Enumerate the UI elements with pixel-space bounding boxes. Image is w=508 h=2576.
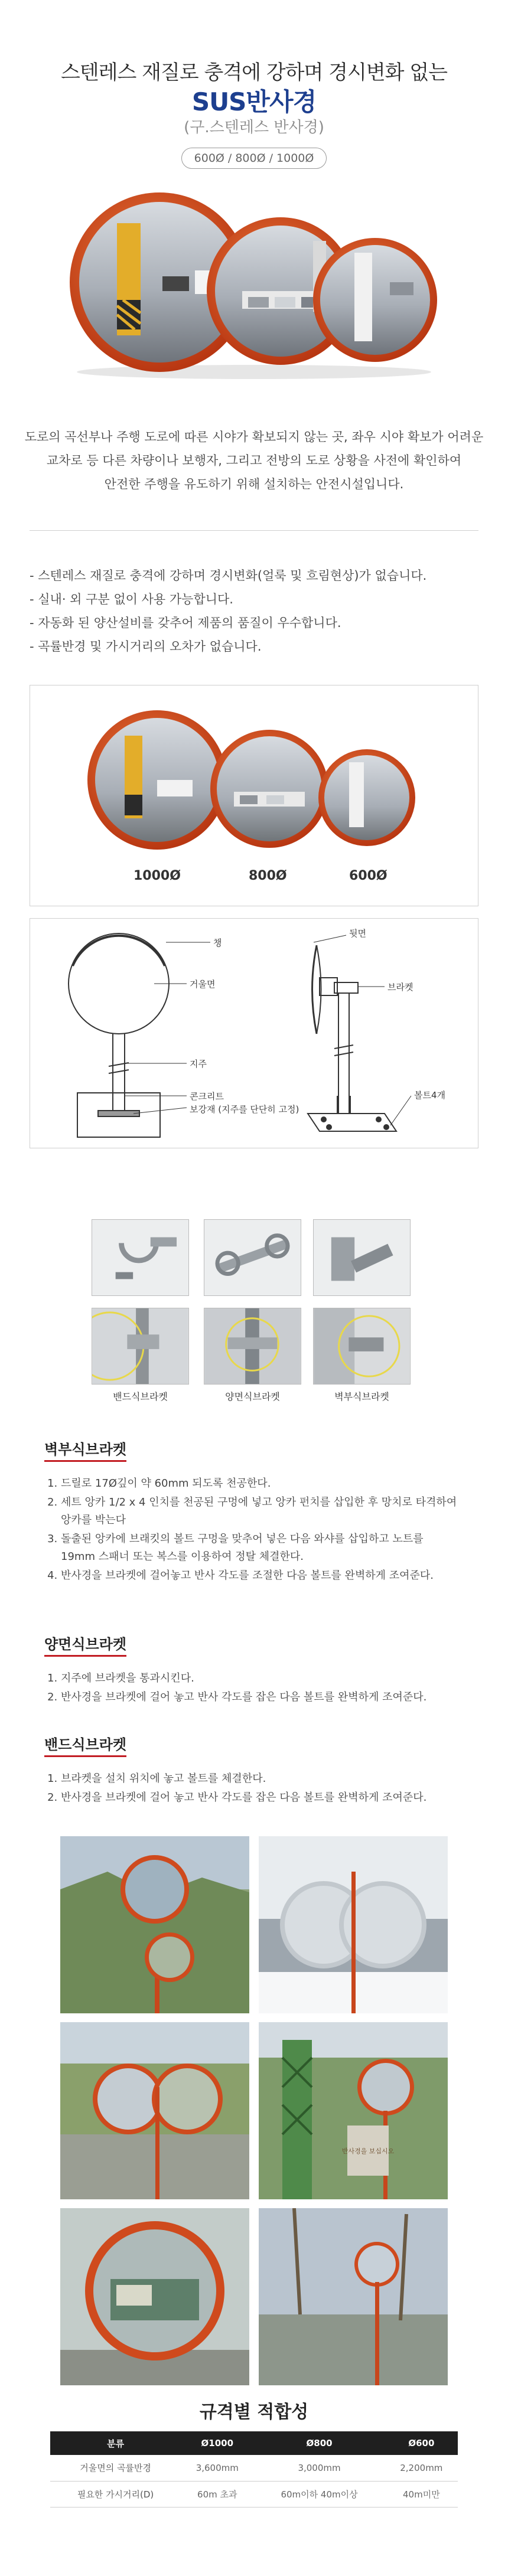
label-reinforce: 보강재 (지주를 단단히 고정) (190, 1104, 299, 1115)
intro-text (24, 425, 484, 496)
divider (30, 530, 478, 531)
instructions-wall-bracket (44, 1438, 458, 1586)
mirror-600 (318, 749, 415, 846)
wall-bracket-part-photo (313, 1219, 411, 1296)
band-bracket-part-photo (92, 1219, 189, 1296)
instruction-title: 벽부식브라켓 (44, 1438, 126, 1462)
mirror-800 (210, 730, 328, 848)
band-bracket-label: 밴드식브라켓 (113, 1391, 168, 1402)
diagram-mirror-side (312, 945, 317, 1034)
instruction-step: 1. 드릴로 17Ø깊이 약 60mm 되도록 천공한다. (61, 1475, 458, 1493)
spec-header-cell: Ø600 (385, 2431, 458, 2455)
intro-line: 안전한 주행을 유도하기 위해 설치하는 안전시설입니다. (104, 477, 404, 491)
page-header (0, 0, 508, 177)
label-back: 뒷면 (349, 928, 366, 939)
page-title: SUS반사경 (191, 87, 317, 116)
spec-cell: 2,200mm (385, 2455, 458, 2481)
spec-cell: 3,600mm (181, 2455, 253, 2481)
page-subtitle: 스텐레스 재질로 충격에 강하며 경시변화 없는 (60, 61, 448, 84)
label-concrete: 콘크리트 (190, 1091, 224, 1102)
diagram-pole (113, 1034, 125, 1114)
wall-bracket-label: 벽부식브라켓 (334, 1391, 389, 1402)
size-label-1000: 1000Ø (133, 869, 181, 883)
instruction-step: 4. 반사경을 브라켓에 걸어놓고 반사 각도를 조절한 다음 볼트를 완벽하게 조여준다. (61, 1567, 458, 1585)
feature-item: - 곡률반경 및 가시거리의 오차가 없습니다. (30, 639, 262, 654)
size-comparison-image (30, 685, 479, 869)
wall-bracket-installed-photo (313, 1308, 411, 1385)
label-pole: 지주 (190, 1059, 207, 1069)
double-bracket-installed-photo (204, 1308, 301, 1385)
instruction-step: 1. 지주에 브라켓을 통과시킨다. (61, 1670, 458, 1687)
spec-table-title: 규격별 적합성 (199, 2402, 309, 2422)
spec-cell: 60m이하 40m이상 (253, 2481, 385, 2507)
label-mirror: 거울면 (190, 979, 216, 990)
spec-header-cell: Ø1000 (181, 2431, 253, 2455)
spec-row-label: 필요한 가시거리(D) (50, 2481, 181, 2507)
band-bracket-installed-photo (92, 1308, 189, 1385)
diagram-base-plate (308, 1114, 396, 1131)
feature-item: - 스텐레스 재질로 충격에 강하며 경시변화(얼룩 및 흐림현상)가 없습니다. (30, 569, 427, 583)
spec-cell: 3,000mm (253, 2455, 385, 2481)
former-name: (구.스텐레스 반사경) (184, 119, 324, 136)
instruction-step: 1. 브라켓을 설치 위치에 놓고 볼트를 체결한다. (61, 1770, 458, 1788)
label-bracket: 브라켓 (387, 982, 413, 992)
instructions-double-bracket (44, 1633, 458, 1707)
install-photo-5 (60, 2208, 249, 2385)
table-row (50, 2481, 458, 2507)
instructions-band-bracket (44, 1733, 458, 1808)
instruction-step: 2. 반사경을 브라켓에 걸어 놓고 반사 각도를 잡은 다음 볼트를 완벽하게 조여준다. (61, 1789, 458, 1807)
photo-sign-text: 반사경을 보십시오 (341, 2147, 395, 2155)
label-bolts: 볼트4개 (414, 1090, 446, 1101)
structure-diagram-box (30, 918, 478, 1148)
hero-mirrors-image (65, 188, 443, 383)
size-label-600: 600Ø (349, 869, 387, 883)
instruction-step: 3. 돌출된 앙카에 브래킷의 볼트 구멍을 맞추어 넣은 다음 와샤를 삽입하고 노트를 19mm 스패너 또는 복스를 이용하여 정탈 체결한다. (61, 1530, 458, 1566)
install-photo-6 (259, 2208, 448, 2385)
install-photo-3 (60, 2022, 249, 2199)
intro-line: 교차로 등 다른 차량이나 보행자, 그리고 전방의 도로 상황을 사전에 확인하여 (46, 453, 462, 468)
spec-cell: 60m 초과 (181, 2481, 253, 2507)
spec-table-header-row (50, 2431, 458, 2455)
table-row (50, 2455, 458, 2481)
mirror-1000 (87, 710, 227, 850)
instruction-step: 2. 반사경을 브라켓에 걸어 놓고 반사 각도를 잡은 다음 볼트를 완벽하게 조여준다. (61, 1689, 458, 1706)
spec-header-cell: Ø800 (253, 2431, 385, 2455)
size-range-badge: 600Ø / 800Ø / 1000Ø (181, 148, 327, 169)
spec-table (50, 2431, 458, 2508)
install-photo-1 (60, 1836, 249, 2013)
size-comparison-box (30, 685, 478, 906)
instruction-title: 밴드식브라켓 (44, 1733, 126, 1757)
feature-item: - 자동화 된 양산설비를 갖추어 제품의 품질이 우수합니다. (30, 616, 341, 630)
double-bracket-label: 양면식브라켓 (225, 1391, 280, 1402)
instruction-step: 2. 세트 앙카 1/2 x 4 인치를 천공된 구멍에 넣고 앙카 펀치를 삽입한 후 망치로 타격하여 앙카를 박는다 (61, 1494, 458, 1529)
spec-header-cell: 분류 (50, 2431, 181, 2455)
label-frame: 챙 (213, 938, 222, 948)
spec-cell: 40m미만 (385, 2481, 458, 2507)
hero-mirror-small (313, 238, 437, 362)
feature-list (30, 564, 478, 658)
spec-row-label: 거울면의 곡률반경 (50, 2455, 181, 2481)
instruction-title: 양면식브라켓 (44, 1633, 126, 1657)
double-bracket-part-photo (204, 1219, 301, 1296)
feature-item: - 실내· 외 구분 없이 사용 가능합니다. (30, 592, 233, 606)
intro-line: 도로의 곡선부나 주행 도로에 따른 시야가 확보되지 않는 곳, 좌우 시야 확보가 어려운 (24, 430, 484, 444)
install-photo-2 (259, 1836, 448, 2013)
install-photo-4 (259, 2022, 448, 2199)
size-label-800: 800Ø (249, 869, 287, 883)
